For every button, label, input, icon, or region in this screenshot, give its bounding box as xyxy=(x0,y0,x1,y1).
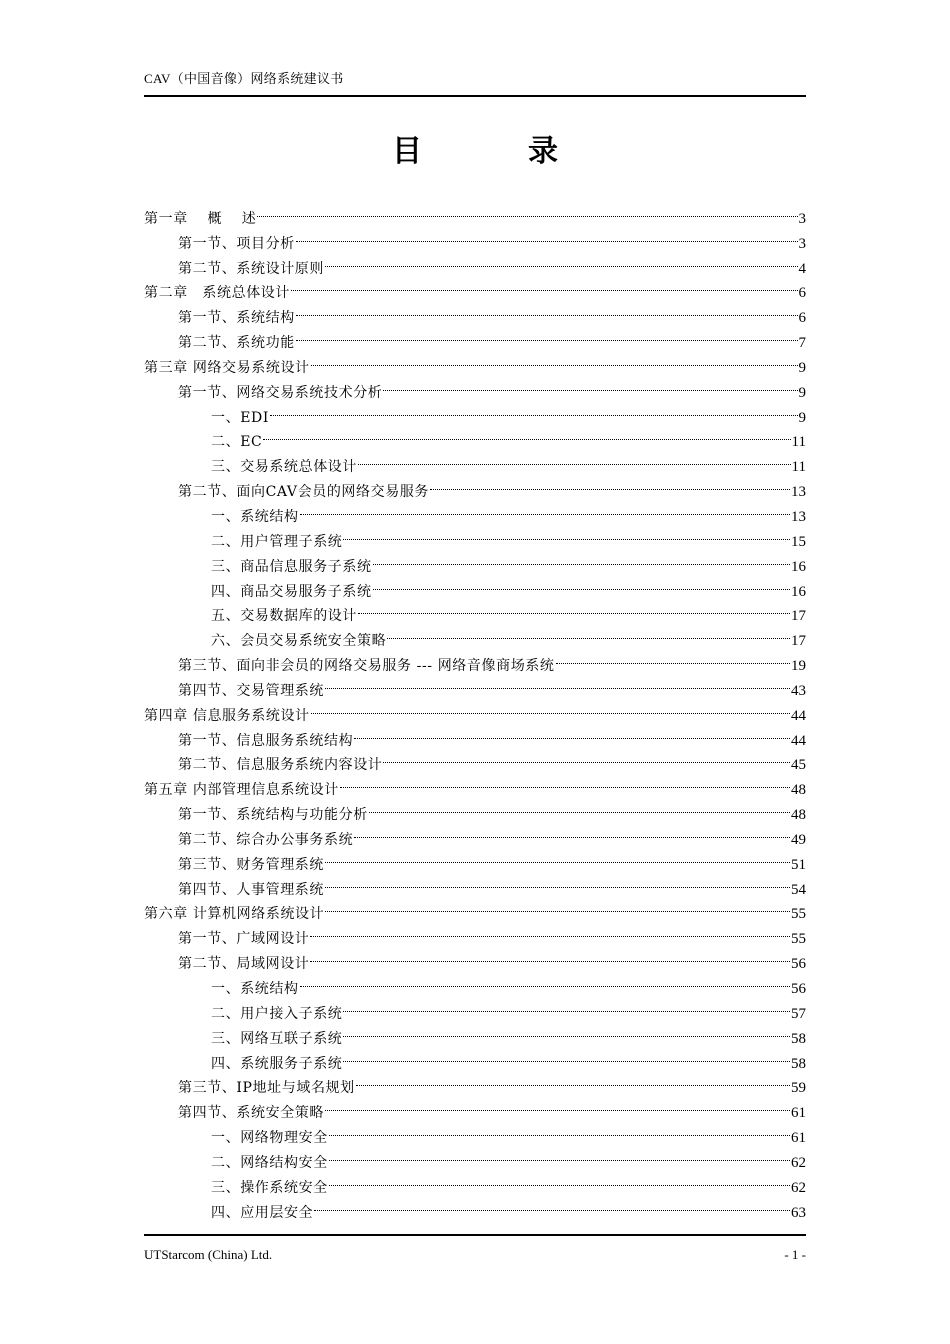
toc-dot-leader xyxy=(310,943,790,968)
header-divider xyxy=(144,95,806,97)
toc-entry-page: 16 xyxy=(791,583,806,600)
toc-entry-page: 61 xyxy=(791,1105,806,1122)
toc-entry-page: 3 xyxy=(798,210,806,227)
toc-dot-leader xyxy=(310,918,790,943)
toc-entry-label: 第二节、面向CAV会员的网络交易服务 xyxy=(178,484,430,501)
toc-entry-page: 59 xyxy=(791,1080,806,1097)
toc-dot-leader xyxy=(356,1068,790,1093)
toc-dot-leader xyxy=(329,1167,790,1192)
toc-entry-label: 第一章 概 述 xyxy=(144,210,257,227)
toc-entry-label: 第一节、项目分析 xyxy=(178,235,295,252)
toc-dot-leader xyxy=(311,695,790,720)
toc-dot-leader xyxy=(343,521,790,546)
toc-entry-page: 11 xyxy=(791,434,806,451)
toc-dot-leader xyxy=(354,819,790,844)
toc-dot-leader xyxy=(325,1092,790,1117)
footer-company: UTStarcom (China) Ltd. xyxy=(144,1247,273,1262)
toc-entry-page: 51 xyxy=(791,856,806,873)
page-header-title: CAV（中国音像）网络系统建议书 xyxy=(144,71,344,86)
toc-entry-page: 13 xyxy=(791,484,806,501)
toc-dot-leader xyxy=(325,894,790,919)
toc-entry-page: 3 xyxy=(798,235,806,252)
toc-entry-page: 57 xyxy=(791,1005,806,1022)
toc-entry-label: 六、会员交易系统安全策略 xyxy=(211,633,387,650)
toc-entry-page: 44 xyxy=(791,732,806,749)
toc-entry-page: 16 xyxy=(791,558,806,575)
toc-dot-leader xyxy=(296,223,798,248)
toc-dot-leader xyxy=(358,596,790,621)
toc-dot-leader xyxy=(291,273,798,298)
toc-dot-leader xyxy=(358,446,791,471)
toc-dot-leader xyxy=(300,496,790,521)
toc-dot-leader xyxy=(340,769,790,794)
toc-dot-leader xyxy=(314,1192,790,1217)
toc-heading-char-1: 目 xyxy=(392,134,422,169)
toc-entry-label: 第五章 内部管理信息系统设计 xyxy=(144,782,339,799)
toc-entry-label: 第三章 网络交易系统设计 xyxy=(144,359,310,376)
toc-entry-label: 第二节、综合办公事务系统 xyxy=(178,831,354,848)
toc-entry-page: 63 xyxy=(791,1204,806,1221)
toc-dot-leader xyxy=(343,1043,790,1068)
toc-entry-page: 55 xyxy=(791,906,806,923)
toc-dot-leader xyxy=(329,1142,790,1167)
toc-entry-label: 一、系统结构 xyxy=(211,508,299,525)
toc-entry-page: 56 xyxy=(791,956,806,973)
toc-entry-label: 一、网络物理安全 xyxy=(211,1130,328,1147)
toc-entry-label: 三、操作系统安全 xyxy=(211,1179,328,1196)
toc-entry-page: 61 xyxy=(791,1130,806,1147)
toc-entry-label: 第四节、人事管理系统 xyxy=(178,881,324,898)
toc-entry-label: 第二节、局域网设计 xyxy=(178,956,310,973)
toc-entry[interactable] xyxy=(144,198,806,227)
toc-entry-label: 三、交易系统总体设计 xyxy=(211,459,357,476)
footer-page-number: - 1 - xyxy=(784,1247,806,1262)
toc-entry-label: 第二节、系统设计原则 xyxy=(178,260,324,277)
toc-entry-label: 第四节、系统安全策略 xyxy=(178,1105,324,1122)
toc-entry-page: 49 xyxy=(791,831,806,848)
toc-entry-label: 第三节、财务管理系统 xyxy=(178,856,324,873)
toc-heading xyxy=(0,126,950,170)
toc-dot-leader xyxy=(296,297,798,322)
toc-entry-label: 一、系统结构 xyxy=(211,981,299,997)
toc-dot-leader xyxy=(373,546,790,571)
toc-entry-label: 第一节、系统结构与功能分析 xyxy=(178,807,368,824)
toc-entry-label: 第二章 系统总体设计 xyxy=(144,285,290,302)
toc-entry-label: 二、用户管理子系统 xyxy=(211,533,343,550)
toc-dot-leader xyxy=(325,869,790,894)
toc-dot-leader xyxy=(387,620,790,645)
toc-entry-page: 55 xyxy=(791,931,806,948)
toc-entry-label: 第三节、面向非会员的网络交易服务 --- 网络音像商场系统 xyxy=(178,658,555,675)
toc-dot-leader xyxy=(383,745,790,770)
toc-entry-page: 9 xyxy=(798,409,806,426)
toc-entry-page: 9 xyxy=(798,384,806,401)
toc-dot-leader xyxy=(257,198,797,223)
toc-entry-label: 四、商品交易服务子系统 xyxy=(211,583,372,600)
toc-entry-label: 三、商品信息服务子系统 xyxy=(211,558,372,575)
toc-entry-label: 四、应用层安全 xyxy=(211,1204,314,1221)
toc-entry-label: 二、网络结构安全 xyxy=(211,1154,328,1171)
toc-entry-label: 一、EDI xyxy=(211,409,269,426)
toc-entry-page: 54 xyxy=(791,881,806,898)
toc-dot-leader xyxy=(325,248,798,273)
toc-entry-label: 二、用户接入子系统 xyxy=(211,1005,343,1022)
toc-dot-leader xyxy=(300,968,790,993)
toc-dot-leader xyxy=(270,397,798,422)
toc-entry-page: 4 xyxy=(798,260,806,277)
toc-entry-page: 62 xyxy=(791,1154,806,1171)
toc-dot-leader xyxy=(343,993,790,1018)
toc-entry-page: 17 xyxy=(791,633,806,650)
toc-entry-page: 15 xyxy=(791,533,806,550)
toc-entry-page: 17 xyxy=(791,608,806,625)
toc-dot-leader xyxy=(369,794,790,819)
toc-dot-leader xyxy=(556,645,791,670)
toc-dot-leader xyxy=(373,571,790,596)
toc-dot-leader xyxy=(325,670,790,695)
toc-entry-label: 五、交易数据库的设计 xyxy=(211,608,357,625)
toc-entry-page: 6 xyxy=(798,310,806,327)
toc-entry-page: 48 xyxy=(791,807,806,824)
toc-entry-label: 第一节、网络交易系统技术分析 xyxy=(178,384,383,401)
toc-dot-leader xyxy=(329,1117,790,1142)
footer-divider xyxy=(144,1234,806,1236)
toc-entry-page: 58 xyxy=(791,1055,806,1072)
toc-entry-label: 第一节、广域网设计 xyxy=(178,931,310,948)
toc-entry-page: 43 xyxy=(791,682,806,699)
toc-heading-char-2: 录 xyxy=(528,134,558,169)
toc-entry-page: 9 xyxy=(798,359,806,376)
toc-entry-page: 13 xyxy=(791,508,806,525)
toc-entry-page: 19 xyxy=(791,658,806,675)
toc-entry-page: 6 xyxy=(798,285,806,302)
toc-entry-label: 第二节、系统功能 xyxy=(178,335,295,352)
toc-entry-label: 二、EC xyxy=(211,434,263,451)
toc-entry-page: 58 xyxy=(791,1030,806,1047)
toc-entry-label: 第三节、IP地址与域名规划 xyxy=(178,1080,355,1097)
toc-entry-page: 45 xyxy=(791,757,806,774)
toc-entry-page: 56 xyxy=(791,981,806,997)
toc-entry-page: 11 xyxy=(791,459,806,476)
toc-entry-label: 第六章 计算机网络系统设计 xyxy=(144,906,325,923)
toc-dot-leader xyxy=(311,347,798,372)
toc-entry-label: 第四章 信息服务系统设计 xyxy=(144,707,310,724)
toc-dot-leader xyxy=(343,1018,790,1043)
toc-entry-label: 第二节、信息服务系统内容设计 xyxy=(178,757,383,774)
toc-dot-leader xyxy=(263,422,790,447)
toc-dot-leader xyxy=(430,471,790,496)
toc-entry-label: 四、系统服务子系统 xyxy=(211,1055,343,1072)
toc-dot-leader xyxy=(296,322,798,347)
toc-entry-label: 第一节、系统结构 xyxy=(178,310,295,327)
toc-entry-page: 44 xyxy=(791,707,806,724)
toc-entry-page: 48 xyxy=(791,782,806,799)
toc-entry-page: 62 xyxy=(791,1179,806,1196)
toc-entry-label: 第四节、交易管理系统 xyxy=(178,682,324,699)
toc-entry-label: 第一节、信息服务系统结构 xyxy=(178,732,354,749)
toc-dot-leader xyxy=(383,372,797,397)
toc-dot-leader xyxy=(354,720,790,745)
toc-entry-label: 三、网络互联子系统 xyxy=(211,1030,343,1047)
toc-dot-leader xyxy=(325,844,790,869)
table-of-contents xyxy=(144,198,806,1221)
toc-entry-page: 7 xyxy=(798,335,806,352)
